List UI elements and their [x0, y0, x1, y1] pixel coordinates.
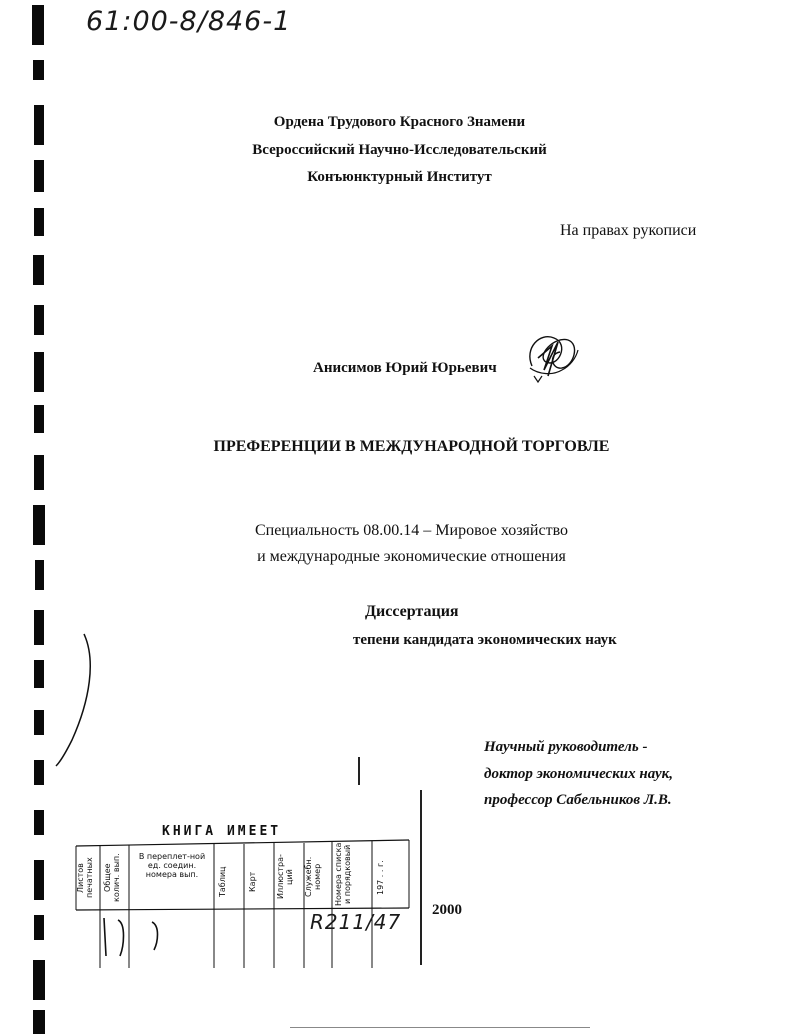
author-name: Анисимов Юрий Юрьевич: [313, 360, 497, 376]
stamp-col-list-numbers: Номера списка и порядковый: [334, 842, 352, 906]
stamp-title: КНИГА ИМЕЕТ: [162, 824, 282, 839]
supervisor-line-2: доктор экономических наук,: [484, 766, 674, 782]
author-signature: [518, 318, 588, 386]
supervisor-line-1: Научный руководитель -: [484, 739, 648, 755]
degree-line: тепени кандидата экономических наук: [353, 632, 617, 648]
scan-mark: [420, 790, 422, 965]
institution-line-3: Конъюнктурный Институт: [307, 169, 492, 185]
stamp-col-sheets: Листов печатных: [76, 857, 94, 899]
institution-line-2: Всероссийский Научно-Исследовательский: [252, 142, 547, 158]
stamp-col-year: 197 . . г.: [376, 860, 385, 896]
document-type: Диссертация: [365, 603, 459, 620]
stamp-col-binding-unit: В переплет-ной ед. соедин. номера вып.: [138, 852, 206, 879]
stamp-col-illustrations: Иллюстра-ций: [276, 854, 294, 900]
scan-mark: [358, 757, 360, 785]
institution-line-1: Ордена Трудового Красного Знамени: [273, 114, 526, 130]
archive-number: 61:00-8/846-1: [86, 6, 292, 37]
stamp-col-service-number: Служебн. номер: [304, 856, 322, 898]
stamp-col-total-issues: Общее колич. вып.: [103, 853, 121, 903]
supervisor-line-3: профессор Сабельников Л.В.: [484, 792, 672, 808]
stamp-col-maps: Карт: [248, 871, 257, 893]
rights-note: На правах рукописи: [560, 222, 697, 239]
margin-bracket: [50, 630, 100, 770]
stamp-col-tables: Таблиц: [218, 866, 227, 898]
year: 2000: [432, 902, 462, 918]
specialty-line-2: и международные экономические отношения: [257, 548, 566, 565]
stamp-handwritten-entry: R211/47: [310, 910, 402, 934]
scan-mark: [290, 1027, 590, 1028]
specialty-line-1: Специальность 08.00.14 – Мировое хозяйство: [254, 522, 569, 539]
dissertation-title: ПРЕФЕРЕНЦИИ В МЕЖДУНАРОДНОЙ ТОРГОВЛЕ: [213, 438, 610, 455]
